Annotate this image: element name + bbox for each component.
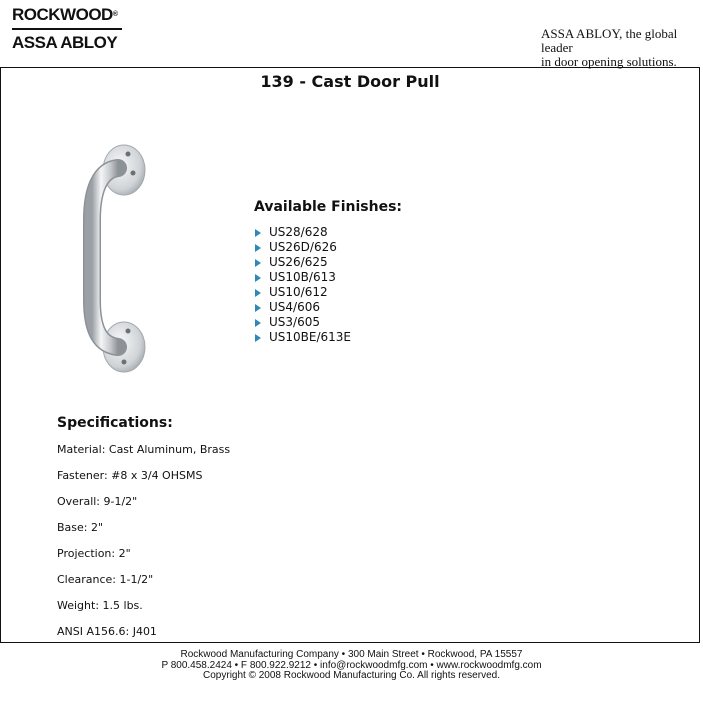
list-item — [254, 330, 351, 345]
footer-copyright: Copyright © 2008 Rockwood Manufacturing Co. All rights reserved. — [203, 670, 500, 681]
triangle-bullet-icon — [255, 304, 261, 312]
list-item — [254, 240, 351, 255]
triangle-bullet-icon — [255, 229, 261, 237]
triangle-bullet-icon — [255, 289, 261, 297]
spec-projection: Projection: 2" — [57, 547, 131, 560]
specifications-heading: Specifications: — [57, 415, 173, 431]
logo-rockwood-text: ROCKWOOD — [12, 5, 113, 24]
tagline-line-1: ASSA ABLOY, the global leader — [541, 26, 678, 55]
spec-overall: Overall: 9-1/2" — [57, 495, 138, 508]
triangle-bullet-icon — [255, 319, 261, 327]
triangle-bullet-icon — [255, 259, 261, 267]
footer-contact: P 800.458.2424 • F 800.922.9212 • info@rockwoodmfg.com • www.rockwoodmfg.com — [161, 659, 542, 671]
spec-fastener: Fastener: #8 x 3/4 OHSMS — [57, 469, 203, 482]
footer-address: Rockwood Manufacturing Company • 300 Main Street • Rockwood, PA 15557 — [180, 649, 523, 660]
finishes-list — [254, 225, 351, 345]
triangle-bullet-icon — [255, 274, 261, 282]
finish-label: US10BE/613E — [269, 330, 352, 344]
list-item — [254, 225, 351, 240]
registered-mark: ® — [112, 11, 118, 18]
finish-label: US10B/613 — [269, 270, 336, 284]
triangle-bullet-icon — [255, 244, 261, 252]
spec-weight: Weight: 1.5 lbs. — [57, 599, 143, 612]
list-item — [254, 255, 351, 270]
finish-label: US4/606 — [269, 300, 320, 314]
rockwood-logo — [12, 6, 122, 52]
finish-label: US3/605 — [269, 315, 320, 329]
triangle-bullet-icon — [255, 334, 261, 342]
page-title: 139 - Cast Door Pull — [260, 72, 440, 91]
tagline-line-2: in door opening solutions. — [541, 54, 677, 69]
finish-label: US10/612 — [269, 285, 328, 299]
logo-assa-abloy-text: ASSA ABLOY — [12, 33, 118, 52]
tagline — [541, 27, 703, 69]
list-item — [254, 315, 351, 330]
spec-material: Material: Cast Aluminum, Brass — [57, 443, 231, 456]
list-item — [254, 300, 351, 315]
finishes-heading: Available Finishes: — [254, 199, 402, 215]
list-item — [254, 285, 351, 300]
spec-base: Base: 2" — [57, 521, 104, 534]
finish-label: US26/625 — [269, 255, 328, 269]
finish-label: US28/628 — [269, 225, 328, 239]
spec-ansi: ANSI A156.6: J401 — [57, 625, 157, 638]
footer — [0, 650, 703, 682]
list-item — [254, 270, 351, 285]
finish-label: US26D/626 — [269, 240, 337, 254]
logo-divider — [12, 28, 122, 30]
door-pull-image — [78, 140, 158, 380]
spec-clearance: Clearance: 1-1/2" — [57, 573, 154, 586]
